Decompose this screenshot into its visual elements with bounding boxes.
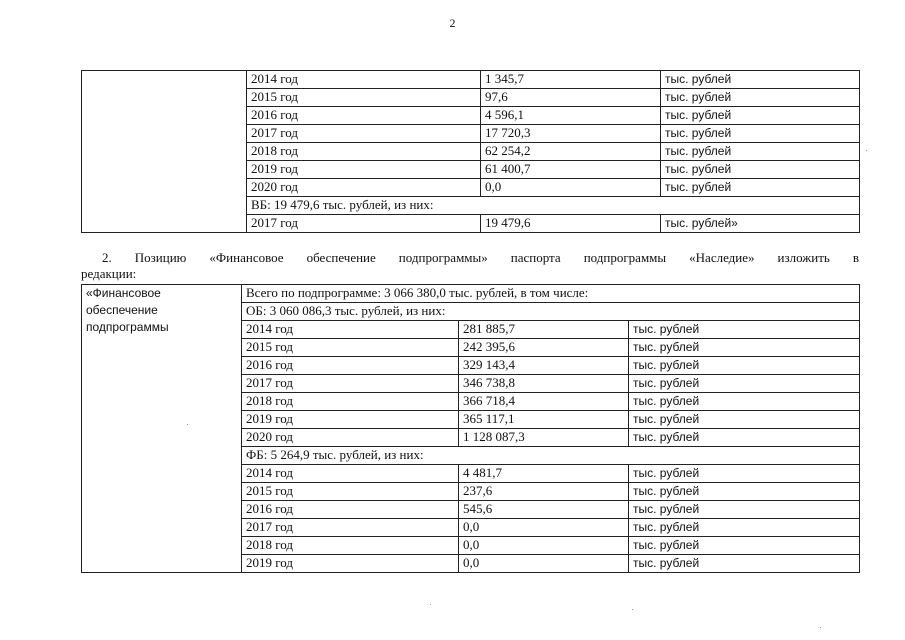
amount-cell: 0,0 [481,179,661,197]
amount-cell: 0,0 [459,519,629,537]
unit-cell: тыс. рублей [661,89,860,107]
year-cell: 2018 год [242,537,459,555]
year-cell: 2018 год [247,143,481,161]
year-cell: 2017 год [242,519,459,537]
unit-cell: тыс. рублей [661,179,860,197]
unit-cell: тыс. рублей [629,375,860,393]
amount-cell: 1 345,7 [481,71,661,89]
year-cell: 2019 год [247,161,481,179]
amount-cell: 0,0 [459,555,629,573]
table-row [82,71,860,89]
amount-cell: 1 128 087,3 [459,429,629,447]
unit-cell: тыс. рублей [629,357,860,375]
funding-table-continued [81,70,860,233]
unit-cell: тыс. рублей [629,555,860,573]
side-label-line: подпрограммы [86,320,169,334]
scan-speck [820,627,821,628]
year-cell: 2015 год [247,89,481,107]
year-cell: 2014 год [242,465,459,483]
year-cell: 2019 год [242,555,459,573]
year-cell: 2016 год [247,107,481,125]
unit-cell: тыс. рублей [629,411,860,429]
unit-cell: тыс. рублей [629,537,860,555]
amount-cell: 329 143,4 [459,357,629,375]
year-cell: 2017 год [247,215,481,233]
unit-cell: тыс. рублей [629,393,860,411]
year-cell: 2016 год [242,501,459,519]
amount-cell: 17 720,3 [481,125,661,143]
unit-cell: тыс. рублей [629,519,860,537]
year-cell: 2017 год [242,375,459,393]
amount-cell: 19 479,6 [481,215,661,233]
year-cell: 2020 год [242,429,459,447]
year-cell: 2019 год [242,411,459,429]
amount-cell: 0,0 [459,537,629,555]
paragraph-line: редакции: [81,266,137,281]
side-label-line: «Финансовое [86,286,161,300]
amount-cell: 62 254,2 [481,143,661,161]
year-cell: 2015 год [242,483,459,501]
scan-speck [187,424,188,425]
unit-cell: тыс. рублей [661,71,860,89]
amount-cell: 4 481,7 [459,465,629,483]
funding-table-new [81,284,860,573]
unit-cell: тыс. рублей [661,161,860,179]
unit-cell: тыс. рублей [661,107,860,125]
page-number: 2 [449,16,456,30]
amount-cell: 242 395,6 [459,339,629,357]
scan-speck [632,609,633,610]
table-row [82,285,860,303]
amount-cell: 97,6 [481,89,661,107]
unit-cell: тыс. рублей [661,143,860,161]
unit-cell: тыс. рублей [629,501,860,519]
amount-cell: 545,6 [459,501,629,519]
unit-cell: тыс. рублей [629,321,860,339]
side-label-line: обеспечение [86,303,158,317]
unit-cell: тыс. рублей [629,339,860,357]
amount-cell: 281 885,7 [459,321,629,339]
year-cell: 2016 год [242,357,459,375]
unit-cell: тыс. рублей [629,465,860,483]
amount-cell: 365 117,1 [459,411,629,429]
side-label-cell [82,71,247,233]
paragraph-line: 2. Позицию «Финансовое обеспечение подпрограммы» паспорта подпрограммы «Наследие» изложить в [102,250,859,265]
scan-speck [866,150,867,151]
amount-cell: 4 596,1 [481,107,661,125]
total-row-cell: Всего по подпрограмме: 3 066 380,0 тыс. рублей, в том числе: [242,285,860,303]
year-cell: 2014 год [247,71,481,89]
year-cell: 2014 год [242,321,459,339]
scan-speck [430,604,431,605]
amount-cell: 61 400,7 [481,161,661,179]
unit-cell: тыс. рублей» [661,215,860,233]
amount-cell: 237,6 [459,483,629,501]
unit-cell: тыс. рублей [661,125,860,143]
year-cell: 2020 год [247,179,481,197]
unit-cell: тыс. рублей [629,429,860,447]
side-label-cell [82,285,242,573]
amount-cell: 366 718,4 [459,393,629,411]
amount-cell: 346 738,8 [459,375,629,393]
year-cell: 2015 год [242,339,459,357]
year-cell: 2017 год [247,125,481,143]
instruction-paragraph [81,250,859,282]
section-heading-ob: ОБ: 3 060 086,3 тыс. рублей, из них: [242,303,860,321]
section-heading-vb: ВБ: 19 479,6 тыс. рублей, из них: [247,197,860,215]
section-heading-fb: ФБ: 5 264,9 тыс. рублей, из них: [242,447,860,465]
unit-cell: тыс. рублей [629,483,860,501]
year-cell: 2018 год [242,393,459,411]
